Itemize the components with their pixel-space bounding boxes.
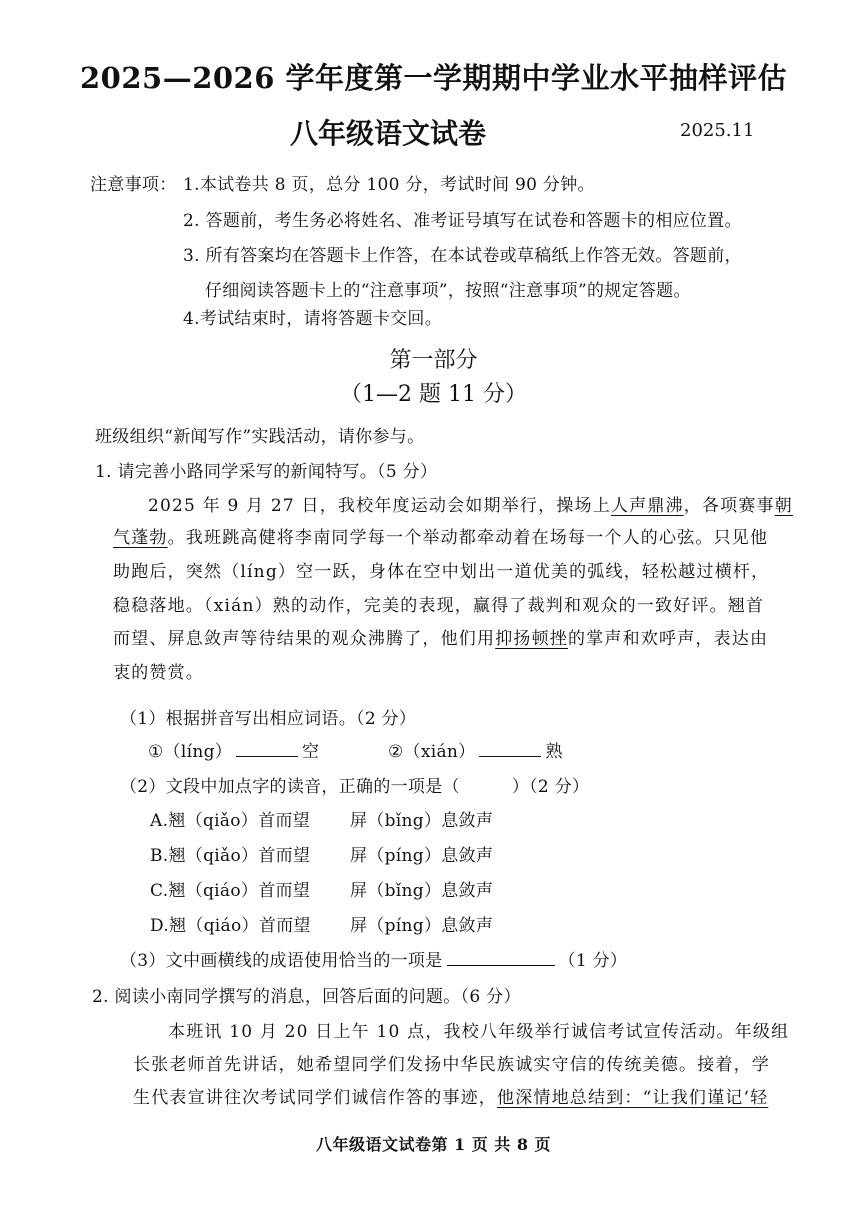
question-2-stem: 2. 阅读小南同学撰写的消息，回答后面的问题。（6 分） (92, 987, 521, 1007)
note-item: 仔细阅读答题卡上的“注意事项”，按照“注意事项”的规定答题。 (205, 281, 691, 301)
option-b-right: 屏（píng）息敛声 (350, 846, 494, 866)
passage-line: 助跑后，突然（líng）空一跃，身体在空中划出一道优美的弧线，轻松越过横杆， (113, 562, 770, 582)
activity-intro: 班级组织“新闻写作”实践活动，请你参与。 (95, 427, 425, 447)
note-item: 3. 所有答案均在答题卡上作答，在本试卷或草稿纸上作答无效。答题前， (183, 246, 742, 266)
note-item: 2. 答题前，考生务必将姓名、准考证号填写在试卷和答题卡的相应位置。 (183, 211, 742, 231)
option-c-left: C.翘（qiáo）首而望 (150, 881, 311, 901)
passage-line: 本班讯 10 月 20 日上午 10 点，我校八年级举行诚信考试宣传活动。年级组 (168, 1022, 790, 1042)
passage-line: 稳稳落地。（xián）熟的动作，完美的表现，赢得了裁判和观众的一致好评。翘首 (113, 596, 765, 616)
question-1-stem: 1. 请完善小路同学采写的新闻特写。（5 分） (95, 462, 438, 482)
underlined-idiom: 人声鼎沸 (610, 496, 684, 516)
option-d-right: 屏（píng）息敛声 (350, 916, 494, 936)
option-b-left: B.翘（qiǎo）首而望 (150, 846, 311, 866)
exam-date: 2025.11 (680, 120, 755, 141)
section-range: （1—2 题 11 分） (340, 382, 527, 407)
answer-blank[interactable] (447, 951, 555, 966)
note-item: 4.考试结束时，请将答题卡交回。 (183, 309, 443, 329)
sub-question-1-item-b: ②（xián） 熟 (388, 742, 563, 762)
page-footer: 八年级语文试卷第 1 页 共 8 页 (315, 1135, 552, 1154)
passage-line: 气蓬勃。我班跳高健将李南同学每一个举动都牵动着在场每一个人的心弦。只见他 (113, 528, 769, 548)
passage-line: 而望、屏息敛声等待结果的观众沸腾了，他们用抑扬顿挫的掌声和欢呼声，表达由 (113, 629, 769, 649)
underlined-idiom: 朝 (774, 496, 793, 516)
sub-question-1-item-a: ①（líng） 空 (148, 742, 320, 762)
exam-subtitle: 八年级语文试卷 (290, 117, 487, 150)
underlined-idiom: 气蓬勃 (113, 528, 168, 548)
notes-label: 注意事项： (90, 175, 177, 195)
passage-line: 生代表宣讲往次考试同学们诚信作答的事迹，他深情地总结到：“让我们谨记‘轻 (133, 1088, 769, 1108)
answer-blank[interactable] (479, 742, 541, 757)
sub-question-2-stem: （2）文段中加点字的读音，正确的一项是（ ）（2 分） (120, 777, 590, 797)
passage-line: 衷的赞赏。 (113, 663, 204, 683)
sub-question-3-stem: （3）文中画横线的成语使用恰当的一项是 （1 分） (120, 951, 628, 971)
option-a-left: A.翘（qiǎo）首而望 (150, 811, 310, 831)
underlined-sentence: 他深情地总结到：“让我们谨记‘轻 (497, 1088, 769, 1108)
option-d-left: D.翘（qiáo）首而望 (150, 916, 311, 936)
underlined-idiom: 抑扬顿挫 (495, 629, 569, 649)
answer-blank[interactable] (236, 742, 298, 757)
section-title: 第一部分 (389, 348, 478, 373)
option-c-right: 屏（bǐng）息敛声 (350, 881, 494, 901)
passage-line: 2025 年 9 月 27 日，我校年度运动会如期举行，操场上人声鼎沸，各项赛事朝 (148, 496, 793, 516)
note-item: 1.本试卷共 8 页，总分 100 分，考试时间 90 分钟。 (183, 175, 595, 195)
passage-line: 长张老师首先讲话，她希望同学们发扬中华民族诚实守信的传统美德。接着，学 (133, 1055, 770, 1075)
exam-title: 2025—2026 学年度第一学期期中学业水平抽样评估 (79, 61, 788, 95)
sub-question-1-stem: （1）根据拼音写出相应词语。（2 分） (120, 709, 417, 729)
option-a-right: 屏（bǐng）息敛声 (350, 811, 494, 831)
